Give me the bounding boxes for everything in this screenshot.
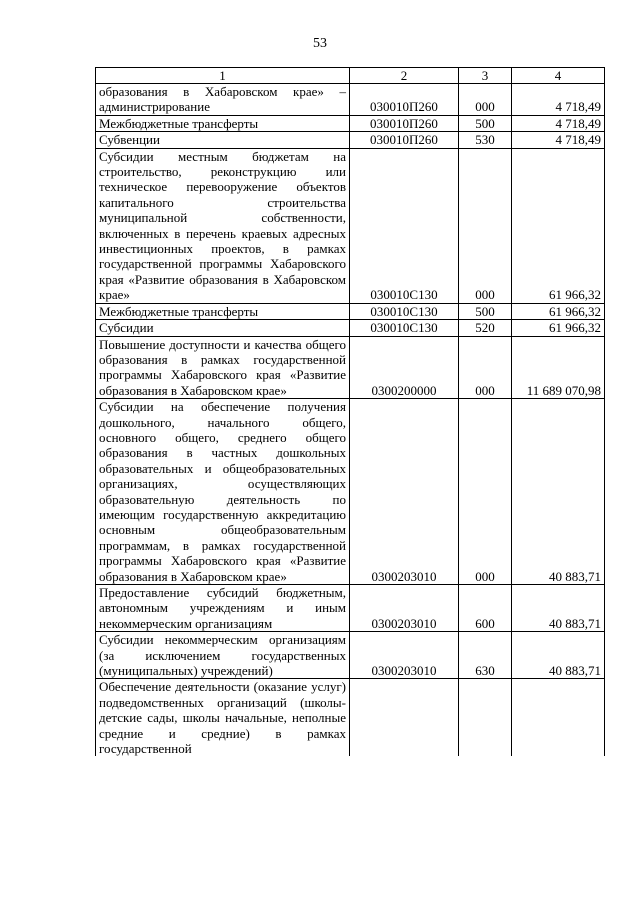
row-name: Субсидии местным бюджетам на строительство, реконструкцию или техническое перевооружение объектов капитального строительства муниципальной собственности, включенных в перечень краевых адресных инвестиционных проектов, в рамках государственной программы Хабаровского края «Развитие образования в Хабаровском крае» [96, 148, 350, 303]
row-type: 000 [459, 148, 512, 303]
row-name: Субсидии [96, 320, 350, 336]
column-header-name: 1 [96, 68, 350, 84]
row-code: 0300200000 [350, 336, 459, 399]
row-code: 0300203010 [350, 632, 459, 679]
row-type: 520 [459, 320, 512, 336]
column-header-code: 2 [350, 68, 459, 84]
row-amount: 61 966,32 [512, 303, 605, 319]
row-code: 030010П260 [350, 115, 459, 131]
table-row [96, 132, 605, 148]
row-type: 630 [459, 632, 512, 679]
table-row [96, 115, 605, 131]
row-code: 030010С130 [350, 148, 459, 303]
row-type: 600 [459, 585, 512, 632]
table-header-row [96, 68, 605, 84]
row-amount: 40 883,71 [512, 399, 605, 585]
row-code: 0300203010 [350, 585, 459, 632]
row-name: Субвенции [96, 132, 350, 148]
row-name: образования в Хабаровском крае» – администрирование [96, 84, 350, 116]
row-code: 030010П260 [350, 84, 459, 116]
row-type: 500 [459, 115, 512, 131]
budget-table [95, 67, 605, 756]
page-number: 53 [313, 36, 327, 51]
row-name: Субсидии на обеспечение получения дошкольного, начального общего, основного общего, среднего общего образования в частных дошкольных образовательных и общеобразовательных организациях, осуществляющих образовательную деятельность по имеющим государственную аккредитацию основным общеобразовательным программам, в рамках государственной программы Хабаровского края «Развитие образования в Хабаровском крае» [96, 399, 350, 585]
row-code: 030010С130 [350, 320, 459, 336]
row-name: Предоставление субсидий бюджетным, автономным учреждениям и иным некоммерческим организациям [96, 585, 350, 632]
row-amount: 40 883,71 [512, 632, 605, 679]
row-amount: 4 718,49 [512, 84, 605, 116]
column-header-type: 3 [459, 68, 512, 84]
row-type: 500 [459, 303, 512, 319]
table-row [96, 320, 605, 336]
row-name: Межбюджетные трансферты [96, 115, 350, 131]
row-amount: 11 689 070,98 [512, 336, 605, 399]
column-header-amount: 4 [512, 68, 605, 84]
row-type: 000 [459, 336, 512, 399]
row-code: 030010С130 [350, 303, 459, 319]
row-type: 000 [459, 84, 512, 116]
table-row [96, 399, 605, 585]
table-row [96, 148, 605, 303]
row-amount [512, 679, 605, 757]
table-row [96, 336, 605, 399]
row-amount: 61 966,32 [512, 148, 605, 303]
table-row [96, 679, 605, 757]
row-amount: 40 883,71 [512, 585, 605, 632]
row-type: 000 [459, 399, 512, 585]
row-name: Повышение доступности и качества общего образования в рамках государственной программы Хабаровского края «Развитие образования в Хабаровском крае» [96, 336, 350, 399]
table-row [96, 84, 605, 116]
row-amount: 4 718,49 [512, 132, 605, 148]
row-type: 530 [459, 132, 512, 148]
row-code: 030010П260 [350, 132, 459, 148]
row-code [350, 679, 459, 757]
row-amount: 61 966,32 [512, 320, 605, 336]
row-name: Межбюджетные трансферты [96, 303, 350, 319]
table-row [96, 585, 605, 632]
row-name: Обеспечение деятельности (оказание услуг) подведомственных организаций (школы-детские сады, школы начальные, неполные средние и средние) в рамках государственной [96, 679, 350, 757]
row-type [459, 679, 512, 757]
row-name: Субсидии некоммерческим организациям (за исключением государственных (муниципальных) учреждений) [96, 632, 350, 679]
row-code: 0300203010 [350, 399, 459, 585]
table-row [96, 303, 605, 319]
row-amount: 4 718,49 [512, 115, 605, 131]
table-row [96, 632, 605, 679]
